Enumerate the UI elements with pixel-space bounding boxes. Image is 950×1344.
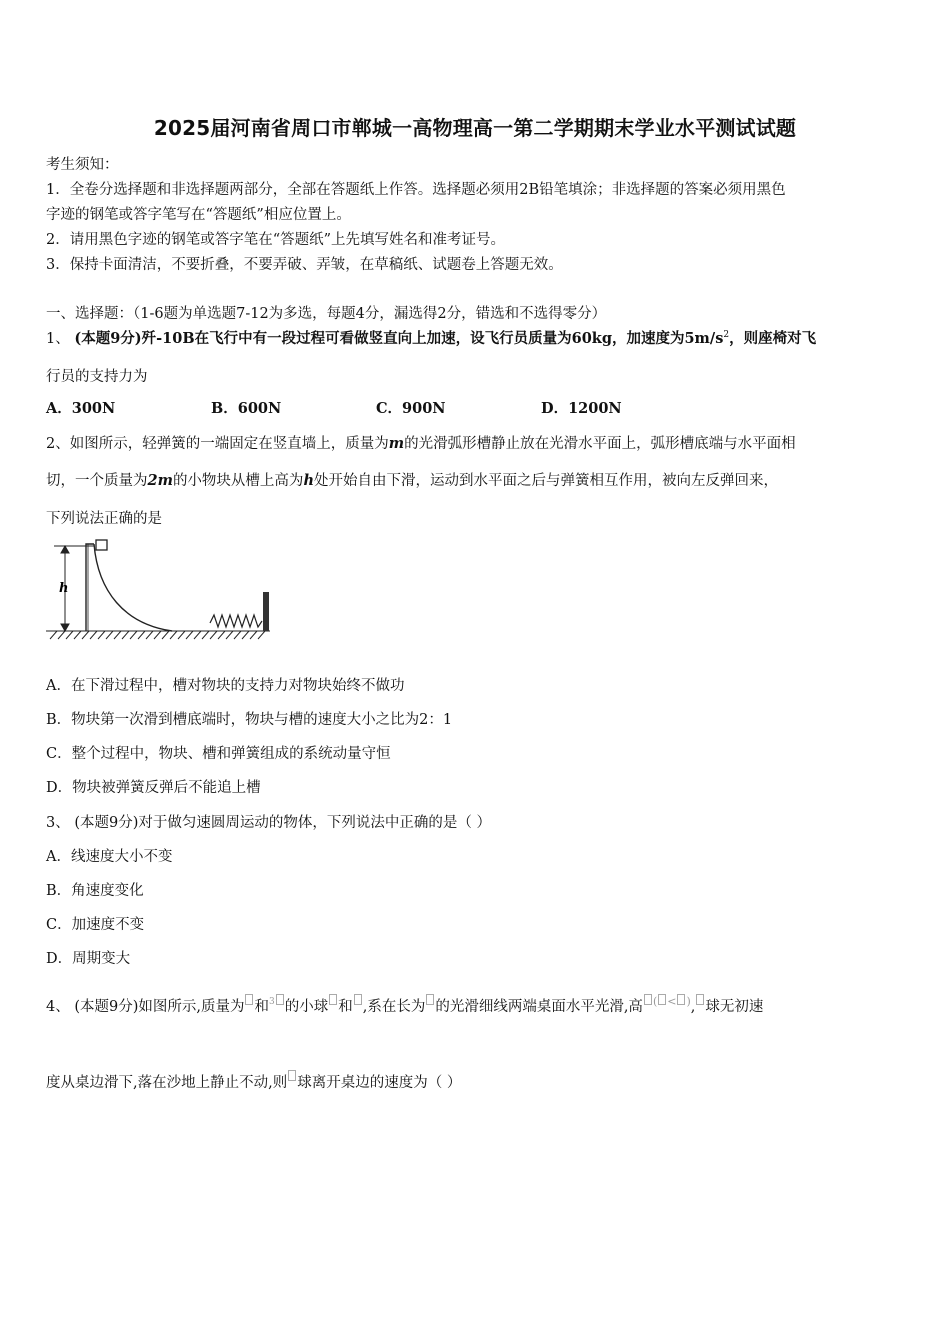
wall bbox=[263, 592, 269, 631]
notice-item-3: 3．保持卡面清洁，不要折叠，不要弄破、弄皱，在草稿纸、试题卷上答题无效。 bbox=[46, 257, 563, 273]
q2-option-a[interactable]: A．在下滑过程中，槽对物块的支持力对物块始终不做功 bbox=[46, 678, 405, 694]
block bbox=[96, 540, 107, 550]
q2-text: 的光滑弧形槽静止放在光滑水平面上，弧形槽底端与水平面相 bbox=[404, 436, 796, 452]
q3-option-b[interactable]: B．角速度变化 bbox=[46, 883, 144, 899]
q2-stem-2 bbox=[46, 469, 778, 490]
missing-glyph-icon bbox=[276, 994, 284, 1005]
missing-glyph-icon bbox=[329, 994, 337, 1005]
q4-stem-2 bbox=[46, 1070, 461, 1092]
arc-trough bbox=[86, 544, 172, 631]
q1-text-a: (本题9分)歼-10B在飞行中有一段过程可看做竖直向上加速，设飞行员质量为60kg，加速度为5m/s bbox=[74, 330, 724, 347]
q4-sup: 3 bbox=[268, 997, 275, 1007]
missing-glyph-icon bbox=[426, 994, 434, 1005]
section-heading: 一、选择题：（1-6题为单选题7-12为多选，每题4分，漏选得2分，错选和不选得零分） bbox=[46, 306, 607, 322]
q4-text: ,系在长为 bbox=[362, 999, 426, 1015]
notice-heading: 考生须知： bbox=[46, 157, 119, 173]
q2-stem-3: 下列说法正确的是 bbox=[46, 511, 162, 527]
q1-text-b: ，则座椅对飞 bbox=[729, 330, 817, 347]
q2-option-d[interactable]: D．物块被弹簧反弹后不能追上槽 bbox=[46, 780, 261, 796]
q2-text: 切，一个质量为 bbox=[46, 473, 148, 489]
q3-stem: 3、 (本题9分)对于做匀速圆周运动的物体，下列说法中正确的是（ ） bbox=[46, 815, 491, 831]
q2-text: 的小物块从槽上高为 bbox=[172, 473, 304, 489]
q2-option-c[interactable]: C．整个过程中，物块、槽和弹簧组成的系统动量守恒 bbox=[46, 746, 391, 762]
notice-item-2: 2．请用黑色字迹的钢笔或答字笔在“答题纸”上先填写姓名和准考证号。 bbox=[46, 232, 506, 248]
q2-var-2m: 2m bbox=[147, 472, 173, 489]
q4-text: 和 bbox=[254, 999, 269, 1015]
q2-stem-1 bbox=[46, 432, 796, 453]
q4-symbol: < bbox=[667, 995, 677, 1008]
q3-option-a[interactable]: A．线速度大小不变 bbox=[46, 849, 173, 865]
q2-text: 2、如图所示，轻弹簧的一端固定在竖直墙上，质量为 bbox=[46, 436, 389, 452]
q3-option-d[interactable]: D．周期变大 bbox=[46, 951, 131, 967]
q1-option-c[interactable]: C．900N bbox=[376, 400, 446, 417]
missing-glyph-icon bbox=[245, 994, 253, 1005]
page-title: 2025届河南省周口市郸城一高物理高一第二学期期末学业水平测试试题 bbox=[153, 116, 797, 140]
q2-var-h: h bbox=[303, 472, 314, 489]
q4-text: 球离开桌边的速度为（ ） bbox=[297, 1075, 462, 1091]
missing-glyph-icon bbox=[677, 994, 685, 1005]
q1-option-d[interactable]: D．1200N bbox=[541, 400, 622, 417]
q4-text: 和 bbox=[338, 999, 353, 1015]
ground-hatching bbox=[46, 631, 270, 639]
q4-text: 的小球 bbox=[284, 999, 329, 1015]
height-label: h bbox=[59, 581, 69, 596]
q1-prefix: 1、 bbox=[46, 331, 70, 347]
q1-sup: 2 bbox=[723, 330, 730, 341]
q2-var-m: m bbox=[388, 435, 405, 452]
q4-text: 的光滑细线两端桌面水平光滑,高 bbox=[435, 999, 643, 1015]
q2-text: 处开始自由下滑，运动到水平面之后与弹簧相互作用，被向左反弹回来， bbox=[313, 473, 778, 489]
q4-text: , bbox=[690, 999, 696, 1015]
q1-option-b[interactable]: B．600N bbox=[211, 400, 282, 417]
q2-option-b[interactable]: B．物块第一次滑到槽底端时，物块与槽的速度大小之比为2：1 bbox=[46, 712, 453, 728]
q3-option-c[interactable]: C．加速度不变 bbox=[46, 917, 145, 933]
notice-item-1a: 1．全卷分选择题和非选择题两部分，全部在答题纸上作答。选择题必须用2B铅笔填涂；非选择题的答案必须用黑色 bbox=[46, 182, 786, 198]
q4-symbol: ( bbox=[652, 995, 658, 1008]
q4-text: 球无初速 bbox=[705, 999, 764, 1015]
q1-options bbox=[46, 397, 906, 418]
missing-glyph-icon bbox=[354, 994, 362, 1005]
q2-figure bbox=[44, 536, 276, 648]
q4-symbol: ) bbox=[686, 995, 691, 1008]
q1-option-a[interactable]: A．300N bbox=[46, 400, 116, 417]
notice-item-1b: 字迹的钢笔或答字笔写在“答题纸”相应位置上。 bbox=[46, 207, 351, 223]
spring bbox=[210, 615, 262, 627]
missing-glyph-icon bbox=[658, 994, 666, 1005]
q1-stem bbox=[46, 327, 816, 348]
q4-stem-1 bbox=[46, 994, 763, 1016]
missing-glyph-icon bbox=[644, 994, 652, 1005]
q4-text: 度从桌边滑下,落在沙地上静止不动,则 bbox=[46, 1075, 288, 1091]
missing-glyph-icon bbox=[288, 1070, 296, 1081]
missing-glyph-icon bbox=[696, 994, 704, 1005]
q1-stem-cont: 行员的支持力为 bbox=[46, 369, 148, 385]
q4-text: 4、 (本题9分)如图所示,质量为 bbox=[46, 999, 245, 1015]
